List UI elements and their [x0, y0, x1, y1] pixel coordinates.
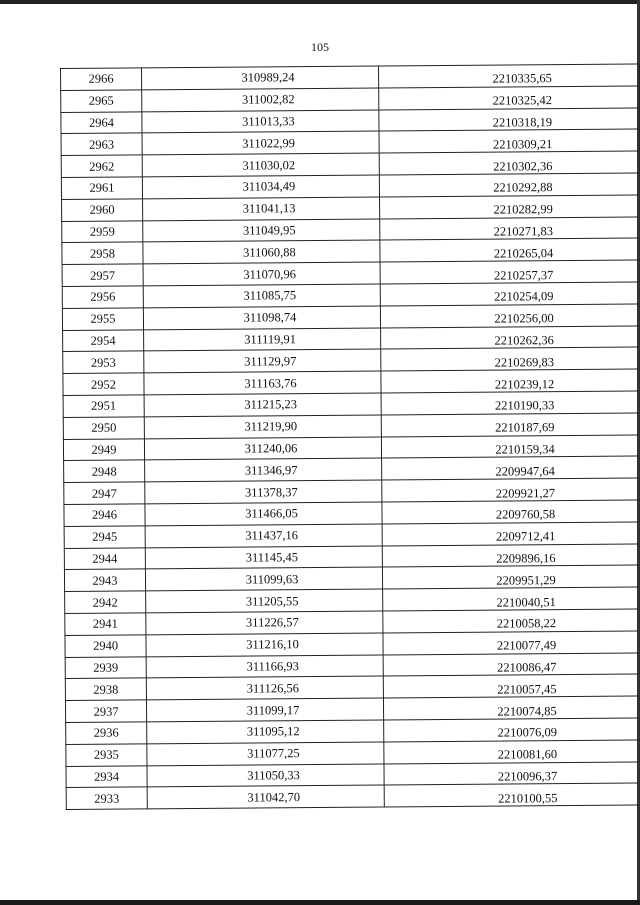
y-coordinate-cell [379, 108, 640, 132]
point-number-value: 2959 [89, 224, 115, 239]
y-coordinate-cell [379, 173, 640, 197]
scan-edge-bottom [0, 900, 640, 905]
x-coordinate-cell [142, 110, 379, 134]
y-coordinate-value: 2210265,04 [493, 245, 554, 261]
point-number-cell [65, 656, 146, 678]
x-coordinate-value: 311070,96 [243, 266, 297, 282]
point-number-value: 2954 [90, 333, 116, 348]
x-coordinate-value: 311126,56 [246, 680, 300, 696]
x-coordinate-value: 311378,37 [244, 484, 298, 500]
x-coordinate-value: 311098,74 [243, 310, 297, 325]
y-coordinate-cell [382, 522, 640, 546]
point-number-value: 2950 [91, 420, 117, 435]
x-coordinate-cell [142, 66, 379, 90]
y-coordinate-cell [381, 347, 640, 371]
y-coordinate-value: 2210077,49 [496, 638, 557, 653]
x-coordinate-cell [147, 720, 384, 744]
x-coordinate-value: 311219,90 [244, 419, 298, 434]
x-coordinate-cell [143, 219, 380, 243]
point-number-value: 2965 [88, 93, 114, 108]
point-number-cell [62, 286, 143, 308]
point-number-value: 2966 [88, 71, 114, 87]
y-coordinate-cell [381, 413, 640, 437]
x-coordinate-cell [147, 742, 384, 766]
y-coordinate-value: 2210190,33 [494, 398, 555, 413]
x-coordinate-cell [142, 153, 379, 177]
x-coordinate-cell [143, 262, 380, 286]
x-coordinate-cell [143, 306, 380, 330]
y-coordinate-cell [381, 326, 640, 350]
x-coordinate-cell [144, 328, 381, 352]
x-coordinate-value: 311077,25 [246, 746, 300, 761]
point-number-cell [63, 417, 144, 439]
point-number-value: 2944 [92, 551, 118, 566]
y-coordinate-value: 2210086,47 [496, 660, 557, 675]
y-coordinate-value: 2209896,16 [496, 551, 556, 566]
point-number-value: 2937 [93, 704, 119, 719]
x-coordinate-cell [146, 611, 383, 635]
x-coordinate-cell [145, 458, 382, 482]
point-number-cell [63, 438, 144, 460]
point-number-value: 2949 [91, 442, 117, 457]
point-number-value: 2941 [92, 616, 118, 632]
y-coordinate-value: 2210187,69 [495, 420, 555, 435]
y-coordinate-value: 2210074,85 [497, 703, 557, 719]
point-number-cell [65, 678, 146, 700]
x-coordinate-value: 311099,17 [246, 702, 300, 718]
point-number-value: 2946 [91, 507, 118, 523]
point-number-cell [66, 787, 147, 809]
y-coordinate-value: 2210096,37 [497, 769, 558, 784]
x-coordinate-cell [145, 480, 382, 504]
x-coordinate-cell [145, 567, 382, 591]
y-coordinate-cell [380, 304, 640, 328]
x-coordinate-value: 311163,76 [244, 375, 297, 391]
coordinate-table [60, 63, 640, 810]
x-coordinate-value: 311099,63 [245, 571, 299, 587]
x-coordinate-value: 311030,02 [242, 157, 296, 173]
x-coordinate-cell [143, 240, 380, 264]
point-number-value: 2953 [90, 355, 116, 370]
point-number-cell [64, 569, 145, 591]
point-number-cell [64, 504, 145, 526]
x-coordinate-value: 311215,23 [244, 397, 298, 412]
point-number-cell [62, 264, 143, 286]
x-coordinate-value: 311049,95 [242, 223, 296, 238]
x-coordinate-value: 311022,99 [242, 135, 295, 151]
y-coordinate-value: 2209951,29 [496, 572, 556, 588]
y-coordinate-value: 2210335,65 [492, 71, 552, 86]
point-number-value: 2942 [92, 595, 118, 610]
y-coordinate-value: 2210282,99 [493, 202, 553, 217]
point-number-value: 2961 [89, 180, 115, 196]
x-coordinate-cell [145, 502, 382, 526]
point-number-cell [61, 68, 142, 90]
y-coordinate-value: 2210269,83 [494, 354, 555, 370]
y-coordinate-value: 2210256,00 [494, 311, 554, 326]
y-coordinate-value: 2210318,19 [492, 115, 553, 130]
y-coordinate-cell [380, 282, 640, 306]
x-coordinate-value: 311205,55 [245, 593, 299, 609]
y-coordinate-cell [381, 391, 640, 415]
point-number-value: 2938 [93, 682, 119, 697]
y-coordinate-cell [380, 238, 640, 262]
point-number-value: 2962 [89, 159, 115, 174]
point-number-cell [62, 199, 143, 221]
y-coordinate-value: 2210058,22 [496, 616, 557, 631]
x-coordinate-cell [145, 524, 382, 548]
point-number-cell [64, 526, 145, 548]
y-coordinate-cell [382, 456, 640, 480]
y-coordinate-cell [380, 217, 640, 241]
point-number-value: 2936 [93, 725, 119, 741]
x-coordinate-cell [143, 284, 380, 308]
y-coordinate-cell [383, 609, 640, 633]
y-coordinate-value: 2210271,83 [493, 224, 554, 239]
y-coordinate-value: 2209921,27 [495, 485, 556, 501]
point-number-cell [64, 547, 145, 569]
y-coordinate-value: 2210309,21 [492, 136, 553, 152]
x-coordinate-value: 311466,05 [245, 506, 298, 521]
point-number-value: 2943 [92, 573, 118, 588]
point-number-value: 2960 [89, 202, 115, 217]
page-number: 105 [311, 40, 329, 54]
x-coordinate-cell [144, 415, 381, 439]
y-coordinate-cell [383, 652, 640, 676]
x-coordinate-cell [146, 633, 383, 657]
y-coordinate-value: 2210076,09 [497, 725, 557, 740]
point-number-cell [66, 722, 147, 744]
x-coordinate-value: 311216,10 [246, 637, 299, 652]
y-coordinate-value: 2210057,45 [497, 681, 557, 697]
point-number-cell [64, 482, 145, 504]
x-coordinate-value: 311085,75 [243, 288, 297, 303]
point-number-value: 2935 [93, 747, 119, 762]
x-coordinate-cell [144, 393, 381, 417]
y-coordinate-cell [382, 543, 640, 567]
y-coordinate-value: 2210292,88 [493, 180, 553, 195]
x-coordinate-value: 311013,33 [242, 114, 295, 129]
y-coordinate-value: 2210100,55 [498, 790, 558, 806]
y-coordinate-value: 2210257,37 [493, 267, 554, 283]
y-coordinate-cell [384, 761, 640, 785]
point-number-value: 2951 [91, 398, 117, 414]
point-number-cell [63, 329, 144, 351]
x-coordinate-value: 311002,82 [241, 92, 295, 107]
x-coordinate-value: 311145,45 [245, 550, 298, 565]
y-coordinate-cell [384, 718, 640, 742]
y-coordinate-value: 2210302,36 [493, 158, 553, 174]
x-coordinate-value: 310989,24 [241, 70, 295, 85]
point-number-cell [63, 395, 144, 417]
y-coordinate-cell [381, 434, 640, 458]
x-coordinate-cell [145, 546, 382, 570]
y-coordinate-value: 2210254,09 [494, 289, 554, 304]
x-coordinate-cell [144, 349, 381, 373]
point-number-cell [61, 90, 142, 112]
y-coordinate-value: 2210159,34 [495, 442, 555, 457]
y-coordinate-cell [380, 195, 640, 219]
x-coordinate-value: 311346,97 [244, 462, 298, 478]
point-number-cell [66, 765, 147, 787]
x-coordinate-value: 311034,49 [242, 179, 296, 194]
x-coordinate-value: 311129,97 [244, 353, 297, 369]
y-coordinate-cell [383, 674, 640, 698]
x-coordinate-cell [146, 676, 383, 700]
y-coordinate-cell [379, 151, 640, 175]
point-number-value: 2956 [90, 289, 116, 305]
point-number-value: 2964 [88, 115, 114, 130]
point-number-cell [66, 744, 147, 766]
point-number-cell [61, 155, 142, 177]
y-coordinate-cell [382, 500, 640, 524]
point-number-value: 2948 [91, 464, 117, 479]
table-row [66, 783, 640, 809]
point-number-cell [65, 613, 146, 635]
x-coordinate-value: 311050,33 [247, 768, 300, 783]
x-coordinate-value: 311166,93 [246, 659, 299, 674]
x-coordinate-cell [144, 437, 381, 461]
x-coordinate-cell [146, 654, 383, 678]
point-number-cell [61, 111, 142, 133]
x-coordinate-cell [142, 131, 379, 155]
x-coordinate-value: 311041,13 [242, 201, 296, 216]
x-coordinate-value: 311060,88 [243, 244, 296, 260]
y-coordinate-cell [378, 64, 639, 88]
y-coordinate-cell [381, 369, 640, 393]
point-number-value: 2958 [89, 246, 116, 261]
x-coordinate-value: 311226,57 [245, 615, 299, 630]
x-coordinate-value: 311240,06 [244, 441, 298, 456]
x-coordinate-cell [142, 175, 379, 199]
point-number-value: 2947 [91, 486, 117, 501]
y-coordinate-cell [384, 783, 640, 807]
point-number-cell [62, 220, 143, 242]
x-coordinate-value: 311119,91 [244, 332, 297, 347]
point-number-value: 2955 [90, 311, 116, 326]
y-coordinate-cell [379, 86, 640, 110]
point-number-value: 2940 [92, 638, 119, 653]
y-coordinate-cell [383, 696, 640, 720]
y-coordinate-cell [380, 260, 640, 284]
x-coordinate-cell [147, 763, 384, 787]
point-number-cell [65, 700, 146, 722]
y-coordinate-value: 2210040,51 [496, 594, 556, 610]
y-coordinate-cell [383, 631, 640, 655]
x-coordinate-cell [147, 785, 384, 809]
y-coordinate-value: 2210262,36 [494, 333, 554, 348]
x-coordinate-value: 311042,70 [247, 789, 301, 805]
point-number-value: 2933 [94, 791, 120, 806]
point-number-cell [62, 308, 143, 330]
y-coordinate-cell [382, 565, 640, 589]
point-number-value: 2963 [89, 137, 115, 152]
y-coordinate-value: 2210081,60 [497, 747, 558, 762]
y-coordinate-value: 2209947,64 [495, 463, 555, 479]
point-number-value: 2957 [90, 268, 116, 283]
x-coordinate-cell [142, 88, 379, 112]
y-coordinate-value: 2210239,12 [494, 376, 555, 392]
point-number-cell [64, 460, 145, 482]
x-coordinate-value: 311437,16 [245, 528, 299, 543]
y-coordinate-value: 2209760,58 [495, 507, 556, 522]
x-coordinate-cell [146, 698, 383, 722]
y-coordinate-cell [383, 587, 640, 611]
point-number-value: 2952 [90, 377, 117, 392]
y-coordinate-value: 2209712,41 [495, 529, 556, 544]
point-number-value: 2939 [93, 660, 119, 675]
y-coordinate-value: 2210325,42 [492, 93, 553, 108]
x-coordinate-cell [144, 371, 381, 395]
coordinate-table-body [61, 64, 640, 810]
y-coordinate-cell [382, 478, 640, 502]
y-coordinate-cell [384, 740, 640, 764]
point-number-cell [65, 591, 146, 613]
point-number-cell [62, 242, 143, 264]
point-number-cell [61, 133, 142, 155]
x-coordinate-cell [143, 197, 380, 221]
scan-edge-top [0, 0, 640, 4]
point-number-value: 2945 [92, 529, 118, 544]
point-number-value: 2934 [94, 769, 120, 784]
point-number-cell [63, 373, 144, 395]
point-number-cell [61, 177, 142, 199]
y-coordinate-cell [379, 129, 640, 153]
point-number-cell [63, 351, 144, 373]
x-coordinate-cell [146, 589, 383, 613]
point-number-cell [65, 635, 146, 657]
x-coordinate-value: 311095,12 [246, 724, 300, 739]
